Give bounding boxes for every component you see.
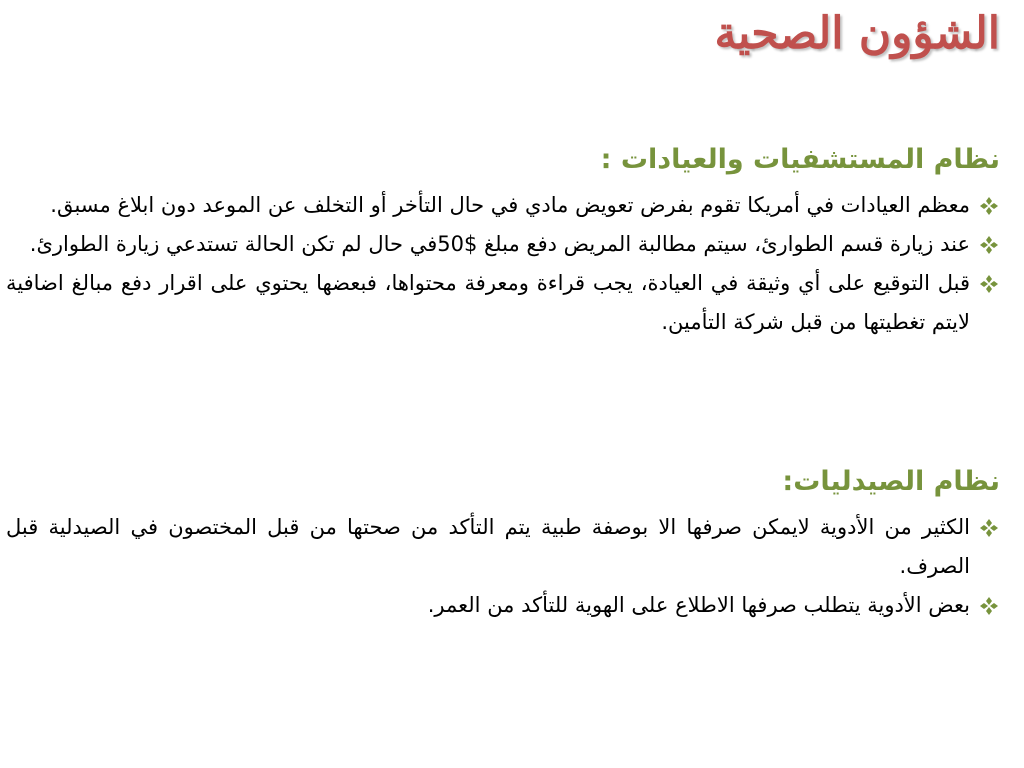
bullet-item xyxy=(6,264,1000,342)
section-heading-pharmacies: نظام الصيدليات: xyxy=(782,466,1000,497)
bullet-item xyxy=(6,508,1000,586)
bullet-text: عند زيارة قسم الطوارئ، سيتم مطالبة المريض دفع مبلغ $50في حال لم تكن الحالة تستدعي زيارة الطوارئ. xyxy=(29,232,970,256)
section-pharmacies xyxy=(6,462,1000,625)
diamond-bullet-icon xyxy=(978,196,1000,216)
section-hospitals xyxy=(6,140,1000,342)
section-heading-hospitals: نظام المستشفيات والعيادات : xyxy=(600,144,1000,175)
diamond-bullet-icon xyxy=(978,274,1000,294)
bullet-item xyxy=(6,586,1000,625)
bullet-text: قبل التوقيع على أي وثيقة في العيادة، يجب قراءة ومعرفة محتواها، فبعضها يحتوي على اقرار دفع مبالغ اضافية لايتم تغطيتها من قبل شركة التأمين. xyxy=(6,271,970,334)
bullet-item xyxy=(6,186,1000,225)
diamond-bullet-icon xyxy=(978,235,1000,255)
bullet-text: بعض الأدوية يتطلب صرفها الاطلاع على الهوية للتأكد من العمر. xyxy=(427,593,970,617)
diamond-bullet-icon xyxy=(978,518,1000,538)
diamond-bullet-icon xyxy=(978,596,1000,616)
bullet-list-hospitals xyxy=(6,186,1000,342)
bullet-item xyxy=(6,225,1000,264)
slide-title: الشؤون الصحية xyxy=(714,8,1000,59)
bullet-text: معظم العيادات في أمريكا تقوم بفرض تعويض مادي في حال التأخر أو التخلف عن الموعد دون ابلاغ مسبق. xyxy=(50,193,970,217)
bullet-list-pharmacies xyxy=(6,508,1000,625)
bullet-text: الكثير من الأدوية لايمكن صرفها الا بوصفة طبية يتم التأكد من صحتها من قبل المختصون في الصيدلية قبل الصرف. xyxy=(6,515,970,578)
